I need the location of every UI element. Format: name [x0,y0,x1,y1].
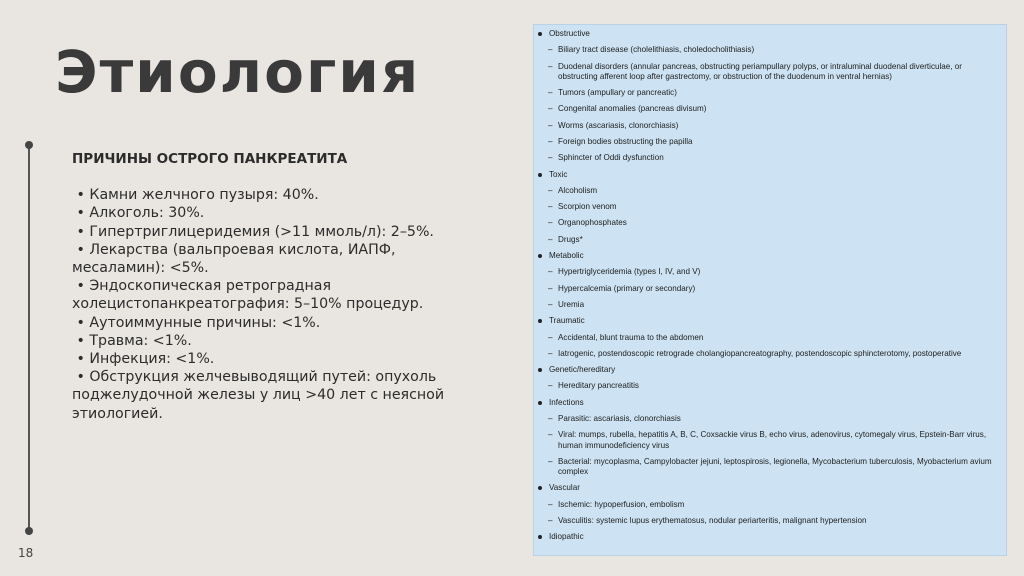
dash-icon: – [548,136,553,146]
etiology-row-text: Hypertriglyceridemia (types I, IV, and V) [558,267,701,277]
etiology-subitem [534,202,1006,212]
etiology-category [534,29,1006,39]
cause-list-item: • Травма: <1%. [72,332,192,349]
etiology-row-text: Alcoholism [558,185,598,195]
dash-icon: – [548,185,553,195]
etiology-subitem [534,186,1006,196]
cause-list-item: • Инфекция: <1%. [72,351,215,368]
etiology-row-text: Iatrogenic, postendoscopic retrograde cholangiopancreatography, postendoscopic sphincterotomy, postoperative [558,348,962,358]
etiology-row-text: Uremia [558,299,585,309]
etiology-subitem [534,284,1006,294]
etiology-subitem [534,104,1006,114]
bullet-icon [538,254,542,258]
dash-icon: – [548,381,553,391]
etiology-subitem [534,235,1006,245]
dash-icon: – [548,283,553,293]
etiology-subitem [534,300,1006,310]
etiology-subitem [534,500,1006,510]
cause-list-item: • Эндоскопическая ретроградная холецистопанкреатография: 5–10% процедур. [72,278,424,313]
etiology-row-text: Obstructive [549,29,590,38]
etiology-category [534,365,1006,375]
etiology-subitem [534,381,1006,391]
causes-list [72,186,482,423]
decorative-vertical-line [28,145,30,531]
etiology-row-text: Parasitic: ascariasis, clonorchiasis [558,414,681,424]
dash-icon: – [548,234,553,244]
etiology-table-image [533,24,1007,556]
dash-icon: – [548,348,553,358]
etiology-subitem [534,333,1006,343]
cause-list-item: • Обструкция желчевыводящий путей: опухоль поджелудочной железы у лиц >40 лет с неясной этиологией. [72,369,445,422]
etiology-subitem [534,349,1006,359]
etiology-subitem [534,430,1006,450]
etiology-subitem [534,88,1006,98]
etiology-subitem [534,218,1006,228]
dash-icon: – [548,202,553,212]
etiology-row-text: Duodenal disorders (annular pancreas, obstructing periampullary polyps, or intraluminal duodenal diverticulae, or obstructing afferent loop after gastrectomy, or obstruction of the duodenum in ventral hernias) [558,61,963,81]
etiology-row-text: Genetic/hereditary [549,365,616,375]
dash-icon: – [548,61,553,71]
etiology-row-text: Worms (ascariasis, clonorchiasis) [558,120,679,130]
etiology-row-text: Tumors (ampullary or pancreatic) [558,88,677,98]
etiology-subitem [534,516,1006,526]
bullet-icon [538,401,542,405]
etiology-row-text: Sphincter of Oddi dysfunction [558,153,664,163]
cause-list-item: • Камни желчного пузыря: 40%. [72,187,319,204]
bullet-icon [538,173,542,177]
etiology-category [534,532,1006,542]
dash-icon: – [548,45,553,55]
bullet-icon [538,32,542,36]
dash-icon: – [548,332,553,342]
etiology-category [534,316,1006,326]
etiology-row-text: Organophosphates [558,218,627,228]
etiology-row-text: Bacterial: mycoplasma, Campylobacter jejuni, leptospirosis, legionella, Mycobacterium tuberculosis, Myobacterium avium complex [558,456,992,477]
etiology-row-text: Idiopathic [549,532,584,542]
dash-icon: – [548,153,553,163]
etiology-row-text: Toxic [549,169,568,179]
etiology-row-text: Ischemic: hypoperfusion, embolism [558,499,685,509]
bullet-icon [538,535,542,539]
etiology-row-text: Scorpion venom [558,202,617,212]
decorative-line-dot-bottom [25,527,33,535]
dash-icon: – [548,120,553,130]
etiology-subitem [534,45,1006,55]
dash-icon: – [548,430,553,440]
cause-list-item: • Гипертриглицеридемия (>11 ммоль/л): 2–5%. [72,223,434,240]
etiology-subitem [534,457,1006,477]
bullet-icon [538,368,542,372]
dash-icon: – [548,456,553,466]
etiology-subitem [534,137,1006,147]
etiology-subitem [534,62,1006,82]
etiology-subitem [534,153,1006,163]
dash-icon: – [548,414,553,424]
causes-heading: ПРИЧИНЫ ОСТРОГО ПАНКРЕАТИТА [72,151,348,167]
etiology-category [534,170,1006,180]
etiology-row-text: Vasculitis: systemic lupus erythematosus, nodular periarteritis, malignant hypertension [558,515,867,525]
dash-icon: – [548,267,553,277]
etiology-category [534,251,1006,261]
dash-icon: – [548,88,553,98]
etiology-row-text: Metabolic [549,251,584,261]
etiology-subitem [534,121,1006,131]
etiology-row-text: Infections [549,397,584,407]
dash-icon: – [548,104,553,114]
dash-icon: – [548,515,553,525]
etiology-row-text: Foreign bodies obstructing the papilla [558,136,693,146]
etiology-subitem [534,414,1006,424]
slide-title: Этиология [55,38,421,106]
etiology-row-text: Viral: mumps, rubella, hepatitis A, B, C, Coxsackie virus B, echo virus, adenovirus, cytomegaly virus, Epstein-Barr virus, human immunodeficiency virus [558,430,987,450]
bullet-icon [538,319,542,323]
etiology-row-text: Accidental, blunt trauma to the abdomen [558,332,704,342]
etiology-subitem [534,267,1006,277]
etiology-row-text: Drugs* [558,234,583,244]
etiology-row-text: Hereditary pancreatitis [558,381,639,391]
etiology-category [534,483,1006,493]
decorative-line-dot-top [25,141,33,149]
cause-list-item: • Алкоголь: 30%. [72,205,205,222]
etiology-row-text: Biliary tract disease (cholelithiasis, choledocholithiasis) [558,45,755,55]
causes-text-block [72,150,482,423]
page-number: 18 [18,546,34,560]
etiology-category [534,398,1006,408]
dash-icon: – [548,299,553,309]
etiology-row-text: Hypercalcemia (primary or secondary) [558,283,696,293]
etiology-row-text: Vascular [549,483,580,493]
etiology-row-text: Congenital anomalies (pancreas divisum) [558,104,707,114]
etiology-row-text: Traumatic [549,316,585,326]
cause-list-item: • Лекарства (вальпроевая кислота, ИАПФ, месаламин): <5%. [72,241,396,277]
bullet-icon [538,486,542,490]
cause-list-item: • Аутоиммунные причины: <1%. [72,314,321,331]
dash-icon: – [548,499,553,509]
dash-icon: – [548,218,553,228]
